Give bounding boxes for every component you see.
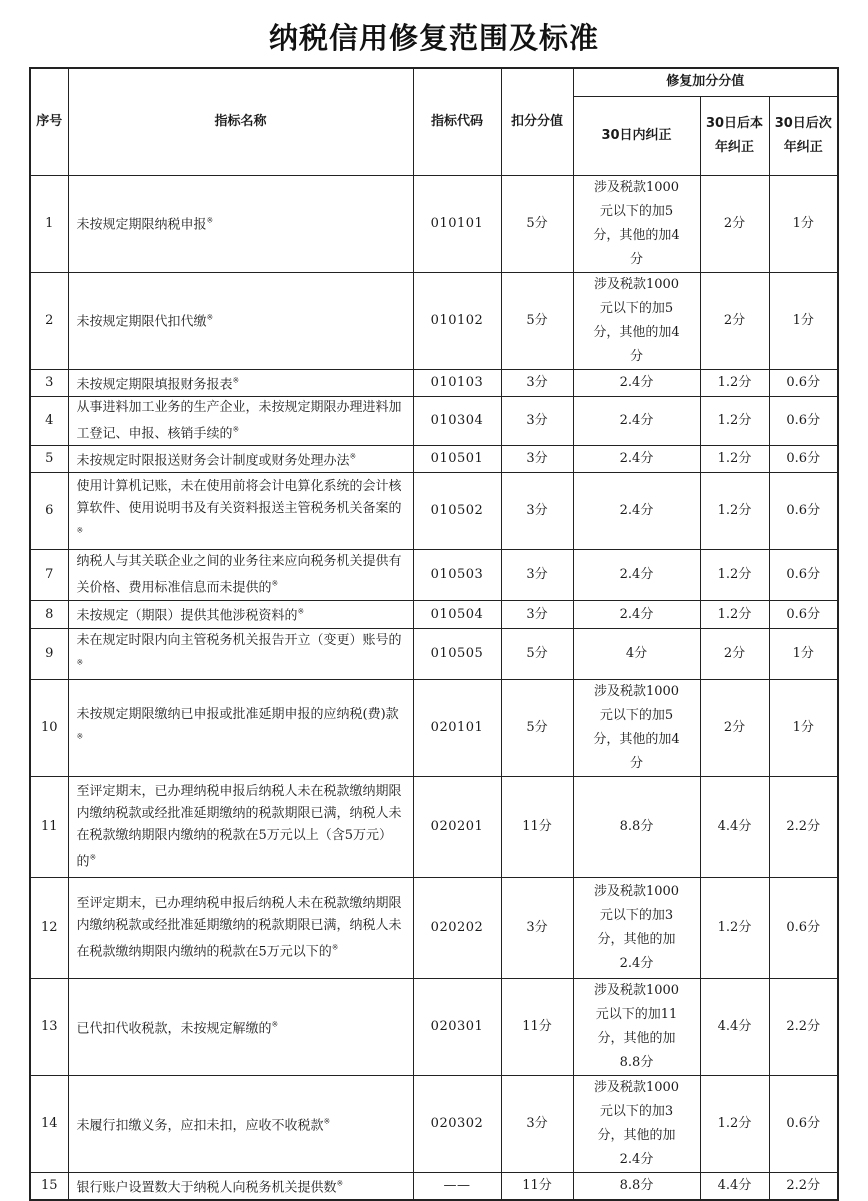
cell-seq-text: 3	[45, 374, 54, 390]
cell-deduct-points-text: 3分	[526, 503, 548, 519]
cell-indicator-name-text: 纳税人与其关联企业之间的业务往来应向税务机关提供有关价格、费用标准信息而未提供的	[76, 554, 402, 596]
reference-mark: ※	[349, 452, 357, 462]
cell-within-30-days-text: 2.4分	[619, 451, 654, 467]
cell-indicator-name-text: 未按规定期限填报财务报表	[76, 376, 233, 392]
cell-seq-text: 9	[45, 645, 54, 661]
cell-seq	[30, 679, 68, 776]
cell-within-30-days	[573, 877, 700, 978]
cell-indicator-code	[413, 550, 501, 601]
header-deduct: 扣分分值	[501, 68, 573, 175]
cell-deduct-points	[501, 550, 573, 601]
table-row	[30, 877, 838, 978]
reference-mark: ※	[323, 1116, 331, 1126]
table-row	[30, 396, 838, 445]
cell-indicator-code-text: 010101	[430, 215, 484, 231]
cell-after-30-this-year-text: 4.4分	[717, 1177, 752, 1193]
cell-seq	[30, 175, 68, 272]
cell-seq	[30, 369, 68, 396]
cell-deduct-points-text: 3分	[526, 919, 548, 935]
cell-deduct-points	[501, 877, 573, 978]
cell-deduct-points	[501, 679, 573, 776]
cell-indicator-name	[68, 1075, 413, 1172]
cell-after-30-next-year	[769, 601, 838, 628]
cell-after-30-this-year	[700, 396, 769, 445]
cell-after-30-next-year	[769, 628, 838, 679]
cell-indicator-code	[413, 978, 501, 1075]
cell-indicator-code-text: 020201	[430, 818, 484, 834]
cell-after-30-this-year-text: 2分	[723, 719, 746, 735]
cell-after-30-this-year-text: 4.4分	[717, 818, 752, 834]
cell-after-30-this-year	[700, 369, 769, 396]
cell-within-30-days	[573, 1075, 700, 1172]
cell-indicator-name-text: 未按规定期限纳税申报	[76, 217, 207, 233]
cell-seq-text: 7	[45, 567, 54, 583]
cell-indicator-code	[413, 369, 501, 396]
table-row	[30, 175, 838, 272]
cell-indicator-name	[68, 978, 413, 1075]
cell-within-30-days	[573, 446, 700, 473]
cell-within-30-days-text: 涉及税款1000元以下的加11分，其他的加8.8分	[593, 982, 680, 1070]
cell-indicator-name	[68, 877, 413, 978]
cell-after-30-next-year-text: 0.6分	[786, 374, 821, 390]
cell-deduct-points-text: 3分	[526, 451, 548, 467]
reference-mark: ※	[76, 657, 84, 667]
reference-mark: ※	[331, 942, 339, 952]
cell-seq-text: 13	[40, 1018, 58, 1034]
cell-indicator-name-text: 至评定期末，已办理纳税申报后纳税人未在税款缴纳期限内缴纳税款或经批准延期缴纳的税款期限已满，纳税人未在税款缴纳期限内缴纳的税款在5万元以上（含5万元）的	[76, 783, 402, 869]
table-row	[30, 369, 838, 396]
cell-after-30-this-year	[700, 679, 769, 776]
reference-mark: ※	[76, 526, 84, 536]
cell-seq-text: 5	[45, 451, 54, 467]
cell-after-30-next-year-text: 0.6分	[786, 451, 821, 467]
table-row	[30, 272, 838, 369]
table-row	[30, 1172, 838, 1200]
cell-indicator-name	[68, 679, 413, 776]
cell-after-30-next-year-text: 0.6分	[786, 503, 821, 519]
cell-after-30-next-year	[769, 369, 838, 396]
cell-after-30-next-year-text: 0.6分	[786, 919, 821, 935]
table-row	[30, 550, 838, 601]
cell-after-30-this-year-text: 2分	[723, 645, 746, 661]
table-row	[30, 628, 838, 679]
cell-within-30-days	[573, 396, 700, 445]
cell-after-30-next-year	[769, 175, 838, 272]
cell-within-30-days	[573, 679, 700, 776]
cell-after-30-this-year-text: 1.2分	[717, 374, 752, 390]
cell-indicator-name-text: 未按规定时限报送财务会计制度或财务处理办法	[76, 453, 350, 469]
cell-indicator-code	[413, 679, 501, 776]
cell-deduct-points	[501, 978, 573, 1075]
cell-within-30-days-text: 2.4分	[619, 567, 654, 583]
header-after-30-next-year: 30日后次年纠正	[769, 96, 838, 175]
cell-indicator-code-text: 010304	[430, 412, 484, 428]
cell-after-30-this-year-text: 1.2分	[717, 412, 752, 428]
cell-seq-text: 2	[45, 312, 54, 328]
cell-indicator-name-text: 未按规定期限缴纳已申报或批准延期申报的应纳税(费)款	[76, 706, 399, 722]
cell-seq-text: 15	[40, 1177, 58, 1193]
cell-indicator-name	[68, 175, 413, 272]
cell-deduct-points-text: 3分	[526, 606, 548, 622]
cell-after-30-next-year	[769, 550, 838, 601]
cell-after-30-this-year-text: 1.2分	[717, 451, 752, 467]
cell-within-30-days	[573, 369, 700, 396]
table-row	[30, 446, 838, 473]
cell-seq	[30, 978, 68, 1075]
header-after-30-this-year: 30日后本年纠正	[700, 96, 769, 175]
cell-indicator-code-text: 020101	[430, 719, 484, 735]
cell-after-30-this-year	[700, 1172, 769, 1200]
cell-indicator-name	[68, 550, 413, 601]
cell-after-30-this-year	[700, 877, 769, 978]
cell-seq	[30, 396, 68, 445]
cell-deduct-points-text: 11分	[522, 818, 552, 834]
cell-indicator-name	[68, 473, 413, 550]
cell-within-30-days-text: 2.4分	[619, 606, 654, 622]
cell-indicator-code-text: 010102	[430, 312, 484, 328]
cell-after-30-this-year-text: 1.2分	[717, 503, 752, 519]
cell-within-30-days-text: 涉及税款1000元以下的加3分，其他的加2.4分	[593, 883, 680, 971]
cell-within-30-days-text: 4分	[625, 645, 648, 661]
cell-deduct-points	[501, 175, 573, 272]
cell-after-30-this-year	[700, 601, 769, 628]
reference-mark: ※	[232, 424, 240, 434]
table-row	[30, 601, 838, 628]
cell-after-30-next-year-text: 2.2分	[786, 818, 821, 834]
cell-deduct-points-text: 11分	[522, 1018, 552, 1034]
page-title: 纳税信用修复范围及标准	[268, 21, 599, 55]
cell-indicator-code	[413, 776, 501, 877]
cell-deduct-points	[501, 446, 573, 473]
cell-seq	[30, 446, 68, 473]
cell-after-30-this-year	[700, 978, 769, 1075]
reference-mark: ※	[271, 579, 279, 589]
table-row	[30, 1075, 838, 1172]
cell-seq-text: 11	[40, 818, 58, 834]
cell-seq-text: 6	[45, 503, 54, 519]
cell-indicator-code	[413, 1075, 501, 1172]
cell-indicator-name-text: 银行账户设置数大于纳税人向税务机关提供数	[76, 1180, 337, 1196]
cell-indicator-code	[413, 877, 501, 978]
repair-standards-table	[29, 67, 839, 1201]
cell-indicator-name-text: 未在规定时限内向主管税务机关报告开立（变更）账号的	[76, 632, 402, 648]
cell-indicator-code	[413, 446, 501, 473]
cell-deduct-points	[501, 396, 573, 445]
cell-after-30-next-year-text: 0.6分	[786, 1115, 821, 1131]
cell-indicator-code	[413, 1172, 501, 1200]
cell-seq	[30, 877, 68, 978]
cell-within-30-days	[573, 272, 700, 369]
cell-indicator-code-text: 020302	[430, 1115, 484, 1131]
cell-indicator-name-text: 至评定期末，已办理纳税申报后纳税人未在税款缴纳期限内缴纳税款或经批准延期缴纳的税款期限已满，纳税人未在税款缴纳期限内缴纳的税款在5万元以下的	[76, 895, 402, 959]
cell-after-30-this-year	[700, 550, 769, 601]
cell-deduct-points-text: 11分	[522, 1177, 552, 1193]
cell-after-30-next-year-text: 1分	[792, 645, 814, 661]
cell-within-30-days-text: 8.8分	[619, 818, 654, 834]
cell-after-30-this-year	[700, 272, 769, 369]
cell-after-30-next-year-text: 1分	[792, 719, 814, 735]
cell-after-30-this-year-text: 1.2分	[717, 919, 752, 935]
cell-within-30-days-text: 2.4分	[619, 503, 654, 519]
reference-mark: ※	[206, 313, 214, 323]
cell-deduct-points	[501, 473, 573, 550]
cell-indicator-name-text: 使用计算机记账，未在使用前将会计电算化系统的会计核算软件、使用说明书及有关资料报送主管税务机关备案的	[76, 479, 402, 517]
header-code: 指标代码	[413, 68, 501, 175]
cell-deduct-points-text: 3分	[526, 567, 548, 583]
cell-seq	[30, 628, 68, 679]
cell-indicator-code-text: 010505	[430, 645, 484, 661]
cell-after-30-this-year	[700, 628, 769, 679]
cell-seq	[30, 1075, 68, 1172]
cell-deduct-points-text: 5分	[526, 719, 548, 735]
cell-indicator-code	[413, 272, 501, 369]
cell-after-30-next-year-text: 1分	[792, 215, 814, 231]
cell-indicator-name-text: 未履行扣缴义务，应扣未扣，应收不收税款	[76, 1117, 324, 1133]
cell-seq	[30, 272, 68, 369]
cell-indicator-code-text: 020202	[430, 919, 484, 935]
cell-indicator-code-text: 010503	[430, 567, 484, 583]
cell-after-30-this-year-text: 1.2分	[717, 606, 752, 622]
cell-after-30-this-year	[700, 446, 769, 473]
cell-after-30-this-year-text: 4.4分	[717, 1018, 752, 1034]
cell-within-30-days	[573, 175, 700, 272]
cell-after-30-next-year	[769, 978, 838, 1075]
cell-after-30-next-year-text: 2.2分	[786, 1177, 821, 1193]
cell-deduct-points	[501, 776, 573, 877]
table-row	[30, 473, 838, 550]
cell-indicator-code	[413, 175, 501, 272]
cell-indicator-code	[413, 396, 501, 445]
cell-indicator-code-text: 010504	[430, 606, 484, 622]
cell-after-30-next-year-text: 0.6分	[786, 567, 821, 583]
cell-deduct-points-text: 3分	[526, 1115, 548, 1131]
cell-indicator-code-text: 010103	[430, 374, 484, 390]
cell-deduct-points-text: 5分	[526, 645, 548, 661]
cell-after-30-next-year-text: 2.2分	[786, 1018, 821, 1034]
cell-after-30-next-year	[769, 446, 838, 473]
cell-seq	[30, 601, 68, 628]
cell-after-30-next-year	[769, 679, 838, 776]
cell-deduct-points-text: 5分	[526, 312, 548, 328]
cell-deduct-points-text: 3分	[526, 412, 548, 428]
cell-indicator-code-text: 010502	[430, 503, 484, 519]
cell-deduct-points-text: 3分	[526, 374, 548, 390]
cell-deduct-points	[501, 601, 573, 628]
cell-indicator-name	[68, 1172, 413, 1200]
cell-indicator-code	[413, 628, 501, 679]
cell-indicator-name	[68, 396, 413, 445]
cell-within-30-days	[573, 978, 700, 1075]
cell-deduct-points-text: 5分	[526, 215, 548, 231]
cell-seq	[30, 1172, 68, 1200]
cell-after-30-this-year	[700, 175, 769, 272]
cell-after-30-this-year-text: 1.2分	[717, 567, 752, 583]
cell-deduct-points	[501, 1075, 573, 1172]
cell-within-30-days	[573, 628, 700, 679]
cell-after-30-next-year	[769, 272, 838, 369]
cell-within-30-days-text: 涉及税款1000元以下的加3分，其他的加2.4分	[593, 1079, 680, 1167]
cell-deduct-points	[501, 1172, 573, 1200]
cell-indicator-name	[68, 776, 413, 877]
table-row	[30, 978, 838, 1075]
cell-indicator-name	[68, 369, 413, 396]
cell-indicator-name	[68, 446, 413, 473]
cell-within-30-days-text: 2.4分	[619, 374, 654, 390]
cell-after-30-this-year	[700, 473, 769, 550]
cell-after-30-next-year-text: 0.6分	[786, 412, 821, 428]
cell-within-30-days-text: 涉及税款1000元以下的加5分，其他的加4分	[593, 276, 680, 364]
reference-mark: ※	[271, 1019, 279, 1029]
reference-mark: ※	[76, 731, 84, 741]
cell-within-30-days-text: 2.4分	[619, 412, 654, 428]
cell-within-30-days	[573, 550, 700, 601]
reference-mark: ※	[232, 375, 240, 385]
cell-indicator-code-text: ——	[443, 1177, 471, 1193]
cell-within-30-days-text: 涉及税款1000元以下的加5分，其他的加4分	[593, 683, 680, 771]
table-row	[30, 679, 838, 776]
cell-seq	[30, 550, 68, 601]
table-body	[30, 175, 838, 1200]
cell-indicator-name	[68, 601, 413, 628]
cell-indicator-name-text: 从事进料加工业务的生产企业，未按规定期限办理进料加工登记、申报、核销手续的	[76, 399, 402, 442]
cell-indicator-name-text: 未按规定（期限）提供其他涉税资料的	[76, 608, 298, 624]
cell-seq	[30, 473, 68, 550]
cell-seq-text: 14	[40, 1115, 58, 1131]
cell-within-30-days-text: 8.8分	[619, 1177, 654, 1193]
header-seq: 序号	[30, 68, 68, 175]
cell-after-30-this-year	[700, 776, 769, 877]
cell-within-30-days	[573, 601, 700, 628]
cell-indicator-code	[413, 473, 501, 550]
cell-after-30-next-year	[769, 473, 838, 550]
cell-after-30-this-year-text: 1.2分	[717, 1115, 752, 1131]
reference-mark: ※	[206, 216, 214, 226]
cell-after-30-next-year	[769, 877, 838, 978]
cell-seq-text: 4	[45, 412, 54, 428]
cell-after-30-next-year	[769, 1075, 838, 1172]
cell-after-30-this-year	[700, 1075, 769, 1172]
cell-after-30-next-year-text: 0.6分	[786, 606, 821, 622]
cell-indicator-name	[68, 628, 413, 679]
cell-after-30-this-year-text: 2分	[723, 312, 746, 328]
cell-indicator-name-text: 未按规定期限代扣代缴	[76, 314, 207, 330]
cell-within-30-days-text: 涉及税款1000元以下的加5分，其他的加4分	[593, 179, 680, 267]
cell-after-30-next-year	[769, 396, 838, 445]
header-name: 指标名称	[68, 68, 413, 175]
cell-after-30-this-year-text: 2分	[723, 215, 746, 231]
cell-seq-text: 10	[40, 719, 58, 735]
cell-within-30-days	[573, 473, 700, 550]
reference-mark: ※	[336, 1178, 344, 1188]
cell-deduct-points	[501, 272, 573, 369]
cell-seq	[30, 776, 68, 877]
cell-seq-text: 12	[40, 919, 58, 935]
reference-mark: ※	[297, 607, 305, 617]
cell-deduct-points	[501, 369, 573, 396]
cell-indicator-code-text: 020301	[430, 1018, 484, 1034]
cell-after-30-next-year-text: 1分	[792, 312, 814, 328]
cell-after-30-next-year	[769, 1172, 838, 1200]
cell-indicator-name	[68, 272, 413, 369]
cell-after-30-next-year	[769, 776, 838, 877]
cell-within-30-days	[573, 776, 700, 877]
cell-indicator-code	[413, 601, 501, 628]
cell-seq-text: 8	[45, 606, 54, 622]
header-within-30-days: 30日内纠正	[573, 96, 700, 175]
reference-mark: ※	[89, 852, 97, 862]
header-repair-group: 修复加分分值	[573, 68, 838, 96]
cell-indicator-code-text: 010501	[430, 451, 484, 467]
cell-seq-text: 1	[45, 215, 54, 231]
cell-deduct-points	[501, 628, 573, 679]
cell-within-30-days	[573, 1172, 700, 1200]
table-row	[30, 776, 838, 877]
cell-indicator-name-text: 已代扣代收税款，未按规定解缴的	[76, 1020, 272, 1036]
